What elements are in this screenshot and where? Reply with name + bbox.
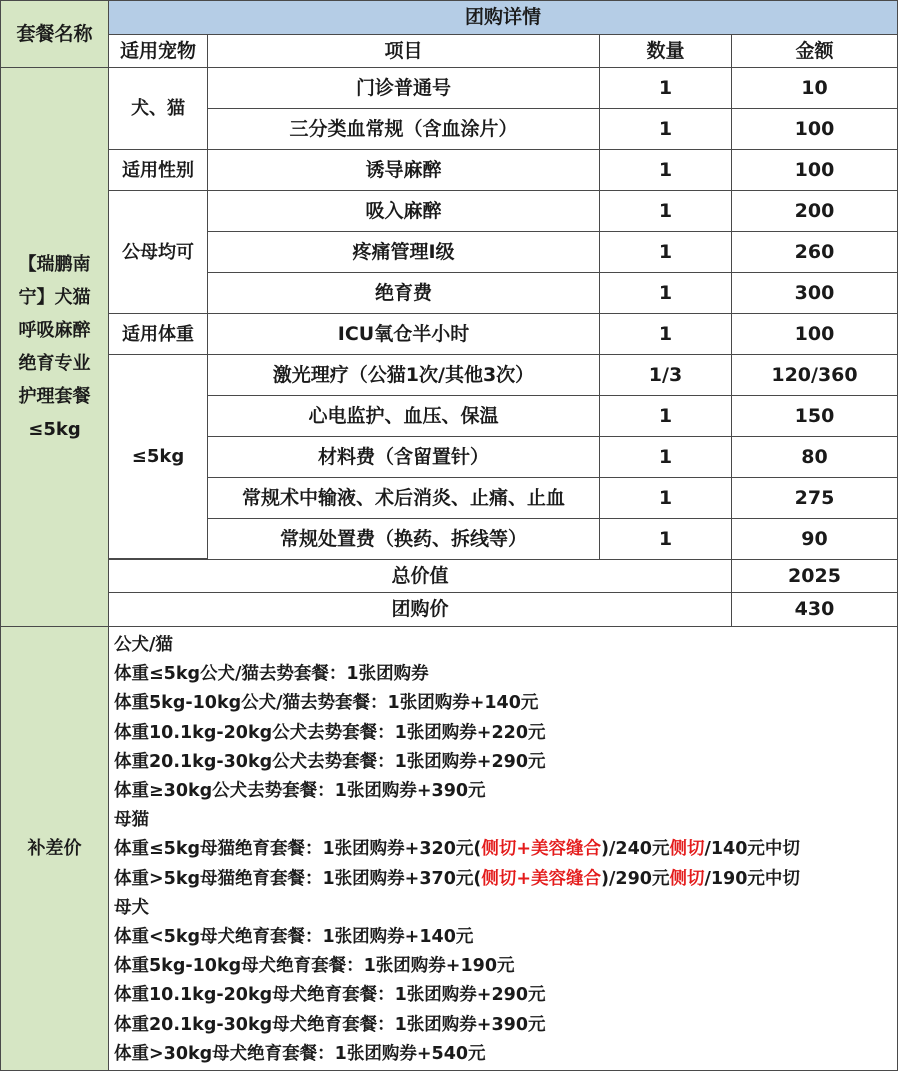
supplement-line: 体重≤5kg公犬/猫去势套餐：1张团购券 — [114, 664, 429, 685]
highlight-text: 侧切 — [669, 868, 705, 889]
item-amount: 150 — [731, 395, 898, 437]
supplement-text: 体重≤5kg母猫绝育套餐：1张团购券+320元( — [114, 839, 482, 860]
highlight-text: 侧切+美容缝合 — [481, 839, 602, 860]
item-amount: 260 — [731, 231, 898, 273]
supplement-line: 体重10.1kg-20kg公犬去势套餐：1张团购券+220元 — [114, 722, 546, 743]
item-name: 常规处置费（换药、拆线等） — [207, 518, 600, 560]
item-qty: 1 — [599, 313, 732, 355]
package-title-line: 【瑞鹏南 — [18, 254, 91, 275]
item-amount: 100 — [731, 313, 898, 355]
group-price: 430 — [731, 592, 898, 627]
supplement-line: 体重<5kg母犬绝育套餐：1张团购券+140元 — [114, 927, 474, 948]
supplement-line — [114, 835, 800, 864]
item-qty: 1 — [599, 518, 732, 560]
package-title — [0, 67, 109, 627]
supplement-text: )/290元 — [601, 868, 670, 889]
supplement-text: /190元中切 — [704, 868, 800, 889]
item-qty: 1 — [599, 436, 732, 478]
item-name: 疼痛管理I级 — [207, 231, 600, 273]
package-title-line: 呼吸麻醉 — [18, 320, 91, 341]
highlight-text: 侧切 — [669, 839, 705, 860]
item-name: 心电监护、血压、保温 — [207, 395, 600, 437]
item-amount: 200 — [731, 190, 898, 232]
col-header-amount: 金额 — [731, 34, 898, 68]
supplement-line: 体重5kg-10kg公犬/猫去势套餐：1张团购券+140元 — [114, 693, 539, 714]
item-name: 门诊普通号 — [207, 67, 600, 109]
highlight-text: 侧切+美容缝合 — [481, 868, 602, 889]
item-name: 绝育费 — [207, 272, 600, 314]
total-value: 2025 — [731, 559, 898, 593]
package-title-line: 护理套餐 — [18, 386, 91, 407]
item-amount: 10 — [731, 67, 898, 109]
col-header-item: 项目 — [207, 34, 600, 68]
supplement-line — [114, 865, 800, 894]
supplement-text: /140元中切 — [704, 839, 800, 860]
supplement-line: 体重5kg-10kg母犬绝育套餐：1张团购券+190元 — [114, 956, 515, 977]
applicable-gender-label: 适用性别 — [108, 149, 208, 191]
item-amount: 275 — [731, 477, 898, 519]
item-amount: 100 — [731, 149, 898, 191]
item-qty: 1 — [599, 149, 732, 191]
item-name: 材料费（含留置针） — [207, 436, 600, 478]
item-amount: 120/360 — [731, 354, 898, 396]
item-qty: 1 — [599, 67, 732, 109]
supplement-line: 体重10.1kg-20kg母犬绝育套餐：1张团购券+290元 — [114, 985, 546, 1006]
applicable-pet: 犬、猫 — [108, 67, 208, 150]
supplement-label: 补差价 — [0, 626, 109, 1071]
item-name: 诱导麻醉 — [207, 149, 600, 191]
item-amount: 80 — [731, 436, 898, 478]
group-detail-header: 团购详情 — [108, 0, 898, 35]
item-amount: 100 — [731, 108, 898, 150]
package-title-line: ≤5kg — [28, 419, 81, 440]
supplement-line: 母猫 — [114, 810, 149, 831]
supplement-line: 公犬/猫 — [114, 635, 173, 655]
supplement-line: 体重20.1kg-30kg公犬去势套餐：1张团购券+290元 — [114, 751, 546, 772]
package-title-line: 绝育专业 — [18, 353, 91, 374]
supplement-notes — [108, 626, 898, 1071]
item-name: 激光理疗（公猫1次/其他3次） — [207, 354, 600, 396]
item-amount: 90 — [731, 518, 898, 560]
item-qty: 1 — [599, 231, 732, 273]
item-amount: 300 — [731, 272, 898, 314]
item-qty: 1 — [599, 190, 732, 232]
item-name: 吸入麻醉 — [207, 190, 600, 232]
supplement-line: 母犬 — [114, 897, 149, 918]
item-name: 常规术中输液、术后消炎、止痛、止血 — [207, 477, 600, 519]
item-qty: 1 — [599, 108, 732, 150]
col-header-pet: 适用宠物 — [108, 34, 208, 68]
supplement-line: 体重>30kg母犬绝育套餐：1张团购券+540元 — [114, 1043, 486, 1064]
applicable-weight-label: 适用体重 — [108, 313, 208, 355]
supplement-text: )/240元 — [601, 839, 670, 860]
item-qty: 1 — [599, 477, 732, 519]
supplement-line: 体重≥30kg公犬去势套餐：1张团购券+390元 — [114, 781, 486, 802]
item-qty: 1 — [599, 395, 732, 437]
col-header-qty: 数量 — [599, 34, 732, 68]
item-qty: 1/3 — [599, 354, 732, 396]
supplement-text: 体重>5kg母猫绝育套餐：1张团购券+370元( — [114, 868, 482, 889]
item-name: 三分类血常规（含血涂片） — [207, 108, 600, 150]
applicable-weight: ≤5kg — [108, 354, 208, 559]
package-title-line: 宁】犬猫 — [18, 287, 91, 308]
applicable-gender: 公母均可 — [108, 190, 208, 314]
item-qty: 1 — [599, 272, 732, 314]
package-name-header: 套餐名称 — [0, 0, 109, 68]
total-value-label: 总价值 — [108, 559, 732, 593]
item-name: ICU氧仓半小时 — [207, 313, 600, 355]
group-price-label: 团购价 — [108, 592, 732, 627]
supplement-line: 体重20.1kg-30kg母犬绝育套餐：1张团购券+390元 — [114, 1014, 546, 1035]
